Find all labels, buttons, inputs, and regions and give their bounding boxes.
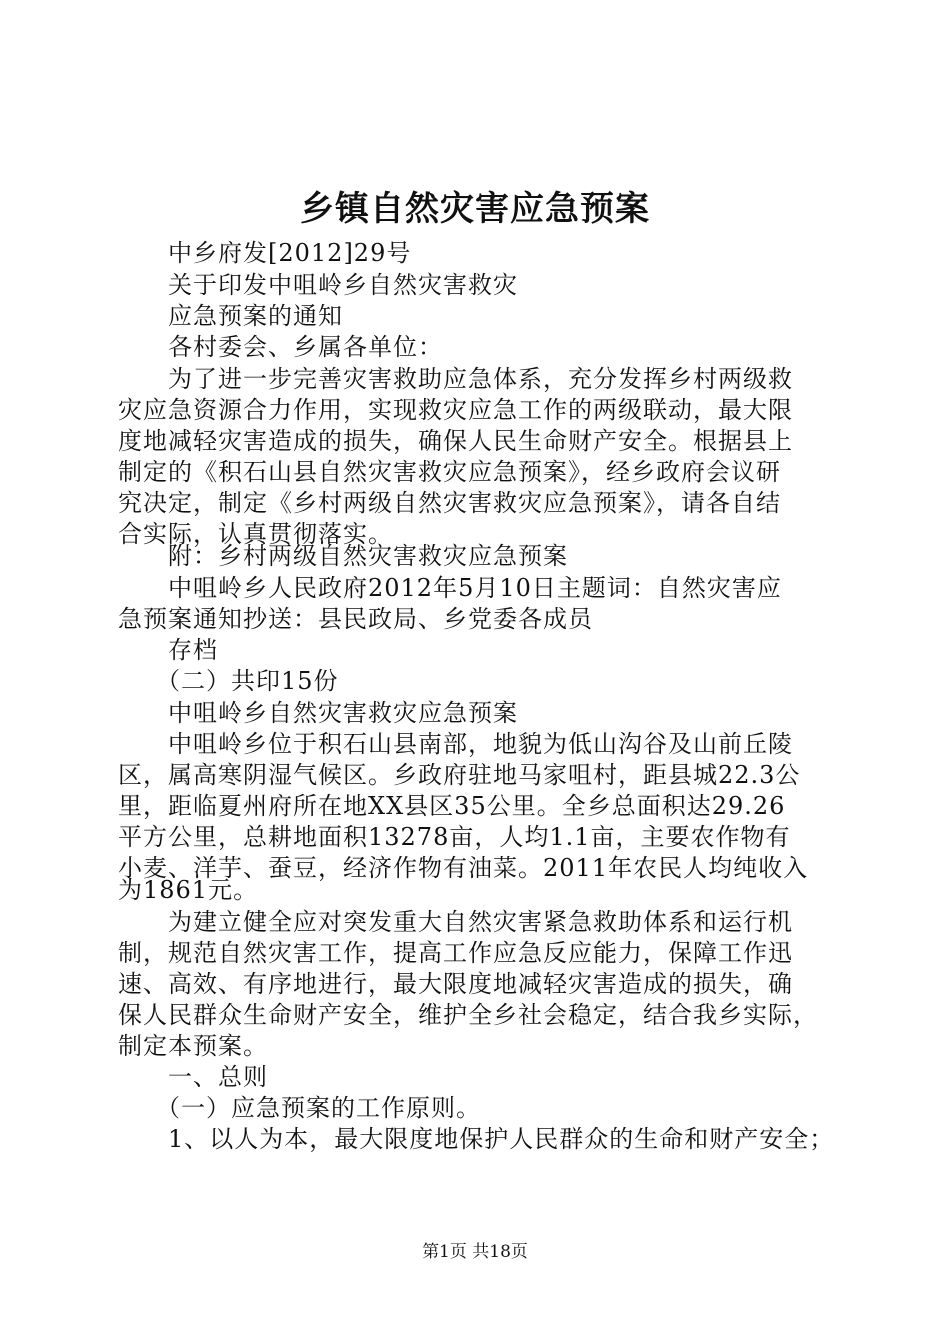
- document-title: 乡镇自然灾害应急预案: [300, 189, 650, 229]
- doc-line: 应急预案的通知: [118, 302, 343, 330]
- doc-line: 平方公里，总耕地面积13278亩，人均1.1亩，主要农作物有: [118, 823, 791, 851]
- doc-line: 一、总则: [118, 1063, 268, 1091]
- doc-line: 里，距临夏州府所在地XX县区35公里。全乡总面积达29.26: [118, 792, 786, 820]
- doc-line: （二）共印15份: [118, 667, 339, 695]
- doc-line: 关于印发中咀岭乡自然灾害救灾: [118, 271, 518, 299]
- doc-line: 附：乡村两级自然灾害救灾应急预案: [118, 542, 568, 570]
- doc-line: 制定的《积石山县自然灾害救灾应急预案》，经乡政府会议研: [118, 458, 781, 486]
- doc-line: 为了进一步完善灾害救助应急体系，充分发挥乡村两级救: [118, 365, 793, 393]
- doc-line: 1、以人为本，最大限度地保护人民群众的生命和财产安全；: [118, 1125, 835, 1153]
- doc-line: 度地减轻灾害造成的损失，确保人民生命财产安全。根据县上: [118, 427, 793, 455]
- doc-line: 中咀岭乡自然灾害救灾应急预案: [118, 699, 518, 727]
- doc-line: 制定本预案。: [118, 1032, 268, 1060]
- doc-line: 合实际，认真贯彻落实。: [118, 520, 393, 548]
- doc-line: 区，属高寒阴湿气候区。乡政府驻地马家咀村，距县城22.3公: [118, 761, 801, 789]
- doc-line: 为建立健全应对突发重大自然灾害紧急救助体系和运行机: [118, 908, 793, 936]
- doc-line: 究决定，制定《乡村两级自然灾害救灾应急预案》，请各自结: [118, 489, 781, 517]
- doc-line: 各村委会、乡属各单位：: [118, 333, 443, 361]
- doc-line: 存档: [118, 636, 218, 664]
- doc-line: 保人民群众生命财产安全，维护全乡社会稳定，结合我乡实际，: [118, 1001, 818, 1029]
- doc-line: 中咀岭乡位于积石山县南部，地貌为低山沟谷及山前丘陵: [118, 730, 793, 758]
- doc-line: （一）应急预案的工作原则。: [118, 1094, 481, 1122]
- doc-line: 小麦、洋芋、蚕豆，经济作物有油菜。2011年农民人均纯收入: [118, 854, 809, 882]
- page-number-footer: 第1页 共18页: [422, 1242, 528, 1262]
- doc-line: 灾应急资源合力作用，实现救灾应急工作的两级联动，最大限: [118, 396, 793, 424]
- doc-line: 中乡府发[2012]29号: [118, 239, 412, 267]
- doc-line: 为1861元。: [118, 876, 259, 904]
- doc-line: 速、高效、有序地进行，最大限度地减轻灾害造成的损失，确: [118, 970, 793, 998]
- doc-line: 中咀岭乡人民政府2012年5月10日主题词：自然灾害应: [118, 574, 782, 602]
- doc-line: 急预案通知抄送：县民政局、乡党委各成员: [118, 605, 593, 633]
- doc-line: 制，规范自然灾害工作，提高工作应急反应能力，保障工作迅: [118, 939, 793, 967]
